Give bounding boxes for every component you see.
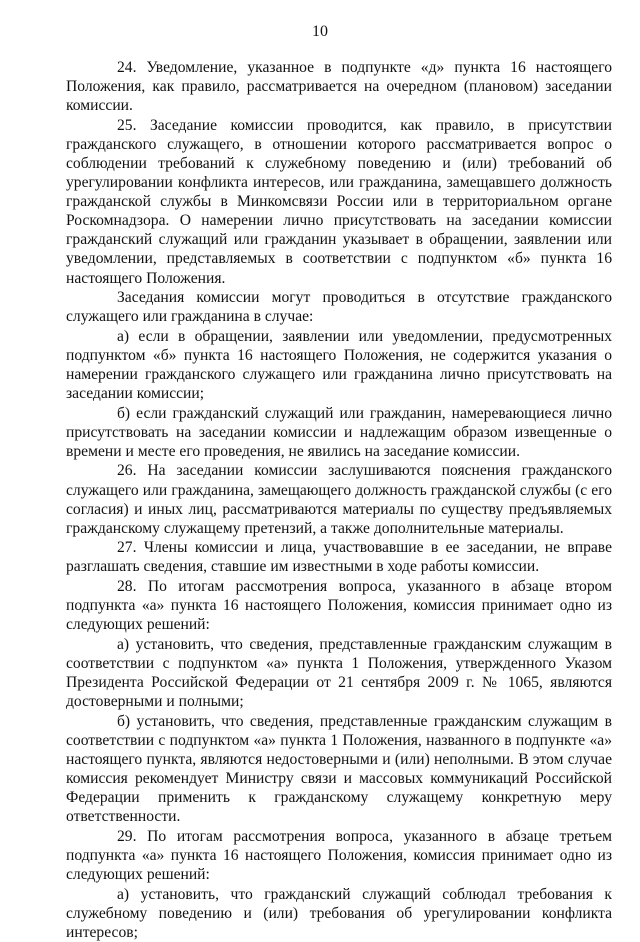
- paragraph-25-item-b: б) если гражданский служащий или гражданин, намеревающиеся лично присутствовать на заседании комиссии и надлежащим образом извещенные о времени и месте его проведения, не явились на заседание комиссии.: [66, 404, 612, 460]
- paragraph-29-item-a: а) установить, что гражданский служащий соблюдал требования к служебному поведению и (или) требования об урегулировании конфликта интересов;: [66, 885, 612, 941]
- paragraph-25: 25. Заседание комиссии проводится, как правило, в присутствии гражданского служащего, в отношении которого рассматривается вопрос о соблюдении требований к служебному поведению и (или) требований об урегулировании конфликта интересов, или гражданина, замещавшего должность гражданской службы в Минкомсвязи России или в территориальном органе Роскомнадзора. О намерении лично присутствовать на заседании комиссии гражданский служащий или гражданин указывает в обращении, заявлении или уведомлении, представляемых в соответствии с подпунктом «б» пункта 16 настоящего Положения.: [66, 116, 612, 287]
- paragraph-26: 26. На заседании комиссии заслушиваются пояснения гражданского служащего или гражданина, замещающего должность гражданской службы (с его согласия) и иных лиц, рассматриваются материалы по существу предъявляемых гражданскому служащему претензий, а также дополнительные материалы.: [66, 462, 612, 537]
- page-number: 10: [312, 23, 328, 40]
- paragraph-28-item-b: б) установить, что сведения, представленные гражданским служащим в соответствии с подпунктом «а» пункта 1 Положения, названного в подпункте «а» настоящего пункта, являются недостоверными и (или) неполными. В этом случае комиссия рекомендует Министру связи и массовых коммуникаций Российской Федерации применить к гражданскому служащему конкретную меру ответственности.: [66, 712, 612, 826]
- paragraph-24: 24. Уведомление, указанное в подпункте «д» пункта 16 настоящего Положения, как правило, рассматривается на очередном (плановом) заседании комиссии.: [66, 59, 612, 115]
- paragraph-25-item-a: а) если в обращении, заявлении или уведомлении, предусмотренных подпунктом «б» пункта 16 настоящего Положения, не содержится указания о намерении гражданского служащего или гражданина лично присутствовать на заседании комиссии;: [66, 327, 612, 403]
- paragraph-28-item-a: а) установить, что сведения, представленные гражданским служащим в соответствии с подпунктом «а» пункта 1 Положения, утвержденного Указом Президента Российской Федерации от 21 сентября 2009 г. № 1065, являются достоверными и полными;: [66, 635, 612, 711]
- paragraph-28: 28. По итогам рассмотрения вопроса, указанного в абзаце втором подпункта «а» пункта 16 настоящего Положения, комиссия принимает одно из следующих решений:: [66, 578, 612, 634]
- paragraph-29: 29. По итогам рассмотрения вопроса, указанного в абзаце третьем подпункта «а» пункта 16 настоящего Положения, комиссия принимает одно из следующих решений:: [66, 827, 612, 883]
- document-body: [66, 58, 612, 942]
- paragraph-25-absence: Заседания комиссии могут проводиться в отсутствие гражданского служащего или гражданина в случае:: [66, 289, 612, 326]
- paragraph-27: 27. Члены комиссии и лица, участвовавшие в ее заседании, не вправе разглашать сведения, ставшие им известными в ходе работы комиссии.: [66, 539, 612, 576]
